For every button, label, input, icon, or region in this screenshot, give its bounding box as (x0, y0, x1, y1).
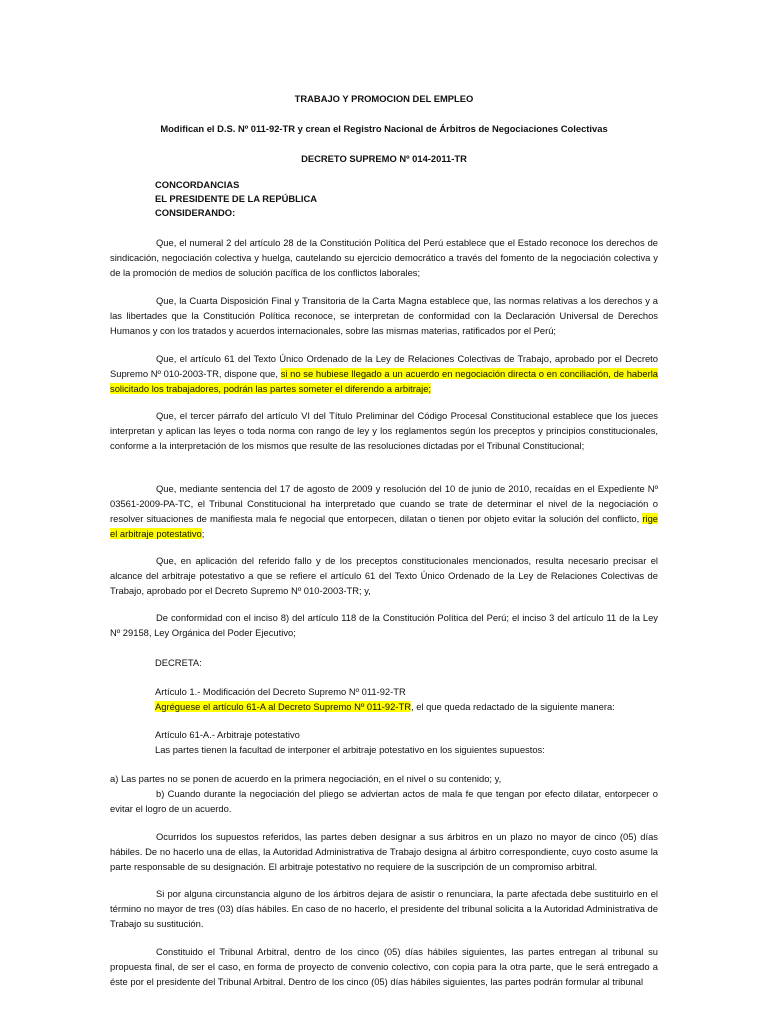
paragraph-5-text: Que, mediante sentencia del 17 de agosto de 2009 y resolución del 10 de junio de 2010, recaídas en el Expediente Nº 03561-2009-PA-TC, el Tribunal Constitucional ha interpretado que cuando se trate de determinar el nivel de la negociación o resolver situaciones de manifiesta mala fe negocial que entorpecen, dilatan o tienen por objeto evitar la solución del conflicto, (110, 483, 658, 524)
intro-block (155, 178, 317, 220)
article-61a-title: Artículo 61-A.- Arbitraje potestativo (155, 729, 300, 740)
paragraph-2: Que, la Cuarta Disposición Final y Transitoria de la Carta Magna establece que, las normas relativas a los derechos y a las libertades que la Constitución Política reconoce, se interpretan de conformidad con la Declaración Universal de Derechos Humanos y con los tratados y acuerdos internacionales, sobre las mismas materias, ratificados por el Perú; (110, 295, 658, 336)
paragraph-3-text: Que, el artículo 61 del Texto Único Ordenado de la Ley de Relaciones Colectivas de Trabajo, aprobado por el Decreto Supremo Nº 010-2003-TR, dispone que, (110, 353, 658, 379)
article-61a-intro: Las partes tienen la facultad de interponer el arbitraje potestativo en los siguientes supuestos: (155, 744, 545, 755)
closing-paragraph-2: Si por alguna circunstancia alguno de los árbitros dejara de asistir o renunciara, la parte afectada debe sustituirlo en el término no mayor de tres (03) días hábiles. En caso de no hacerlo, el presidente del tribunal solicita a la Autoridad Administrativa de Trabajo su sustitución. (110, 888, 658, 929)
concordancias-label: CONCORDANCIAS (155, 179, 240, 190)
paragraph-4: Que, el tercer párrafo del artículo VI del Título Preliminar del Código Procesal Constitucional establece que los jueces interpretan y aplican las leyes o toda norma con rango de ley y los reglamentos según los preceptos y principios constitucionales, conforme a la interpretación de los mismos que resulte de las resoluciones dictadas por el Tribunal Constitucional; (110, 410, 658, 451)
president-label: EL PRESIDENTE DE LA REPÚBLICA (155, 193, 317, 204)
article-1 (155, 684, 658, 714)
item-a: a) Las partes no se ponen de acuerdo en la primera negociación, en el nivel o su contenido; y, (110, 773, 502, 784)
closing-paragraph-1: Ocurridos los supuestos referidos, las partes deben designar a sus árbitros en un plazo no mayor de cinco (05) días hábiles. De no hacerlo una de ellas, la Autoridad Administrativa de Trabajo designa al árbitro correspondiente, cuyo costo asume la parte responsable de su designación. El arbitraje potestativo no requiere de la suscripción de un compromiso arbitral. (110, 831, 658, 872)
item-b: b) Cuando durante la negociación del pliego se adviertan actos de mala fe que tengan por efecto dilatar, entorpecer o evitar el logro de un acuerdo. (110, 788, 658, 814)
article-1-highlight: Agréguese el artículo 61-A al Decreto Supremo Nº 011-92-TR (155, 701, 411, 712)
article-1-body (155, 699, 658, 714)
paragraph-6: Que, en aplicación del referido fallo y de los preceptos constitucionales mencionados, resulta necesario precisar el alcance del arbitraje potestativo a que se refiere el artículo 61 del Texto Único Ordenado de la Ley de Relaciones Colectivas de Trabajo, aprobado por el Decreto Supremo Nº 010-2003-TR; y, (110, 555, 658, 596)
paragraph-5 (110, 481, 658, 541)
article-1-title: Artículo 1.- Modificación del Decreto Supremo Nº 011-92-TR (155, 686, 406, 697)
article-61a (155, 727, 658, 757)
paragraph-1: Que, el numeral 2 del artículo 28 de la Constitución Política del Perú establece que el Estado reconoce los derechos de sindicación, negociación colectiva y huelga, cautelando su ejercicio democrático a través del fomento de la negociación colectiva y de la promoción de medios de solución pacífica de los conflictos laborales; (110, 237, 658, 278)
paragraph-5-highlight: rige el arbitraje potestativo (110, 513, 658, 539)
decreta-label: DECRETA: (155, 657, 202, 668)
paragraph-3 (110, 351, 658, 396)
paragraph-5-end: ; (201, 528, 205, 539)
paragraph-3-highlight: si no se hubiese llegado a un acuerdo en negociación directa o en conciliación, de haberla solicitado los trabajadores, podrán las partes someter el diferendo a arbitraje; (110, 368, 658, 394)
closing-paragraph-3: Constituido el Tribunal Arbitral, dentro de los cinco (05) días hábiles siguientes, las partes entregan al tribunal su propuesta final, de ser el caso, en forma de proyecto de convenio colectivo, con copia para la otra parte, que le será entregado a éste por el presidente del Tribunal Arbitral. Dentro de los cinco (05) días hábiles siguientes, las partes podrán formular al tribunal (110, 946, 658, 987)
document-subtitle: Modifican el D.S. Nº 011-92-TR y crean el Registro Nacional de Árbitros de Negociaciones Colectivas (160, 123, 608, 134)
section-title: TRABAJO Y PROMOCION DEL EMPLEO (294, 93, 474, 104)
paragraph-7: De conformidad con el inciso 8) del artículo 118 de la Constitución Política del Perú; el inciso 3 del artículo 11 de la Ley Nº 29158, Ley Orgánica del Poder Ejecutivo; (110, 612, 658, 638)
article-1-rest: , el que queda redactado de la siguiente manera: (410, 701, 615, 712)
considerando-label: CONSIDERANDO: (155, 207, 236, 218)
decree-title: DECRETO SUPREMO Nº 014-2011-TR (301, 153, 467, 164)
